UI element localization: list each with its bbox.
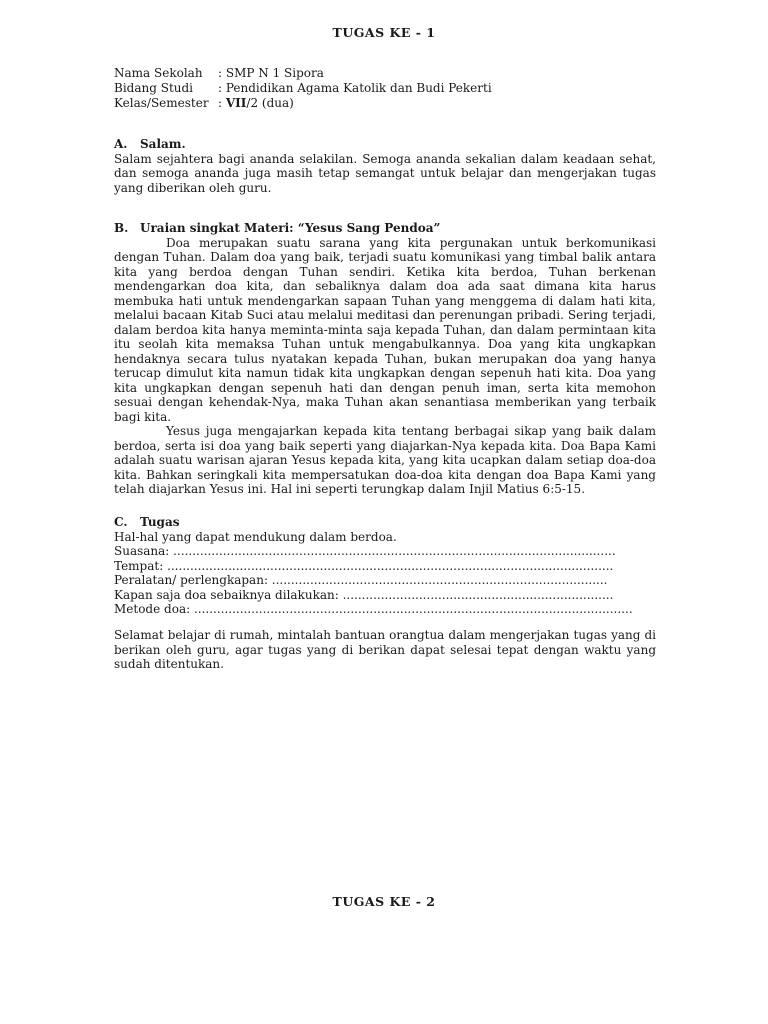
task-item-kapan: Kapan saja doa sebaiknya dilakukan: ....................................................................... <box>114 587 614 602</box>
identity-block <box>114 66 656 111</box>
section-b-number: B. <box>114 221 129 235</box>
material-paragraph-1: Doa merupakan suatu sarana yang kita pergunakan untuk berkomunikasi dengan Tuhan. Dalam doa yang baik, terjadi suatu komunikasi yang timbal balik antara kita yang berdoa dengan Tuhan sendiri. Ketika kita berdoa, Tuhan berkenan mendengarkan doa kita, dan sebaliknya dalam doa ada saat dimana kita harus membuka hati untuk mendengarkan sapaan Tuhan yang menggema di dalam hati kita, melalui bacaan Kitab Suci atau melalui meditasi dan perenungan pribadi. Sering terjadi, dalam berdoa kita hanya meminta-minta saja kepada Tuhan, dan dalam permintaan kita itu seolah kita memaksa Tuhan untuk mengabulkannya. Doa yang kita ungkapkan hendaknya secara tulus nyatakan kepada Tuhan, bukan merupakan doa yang hanya terucap dimulut kita namun tidak kita ungkapkan dengan sepenuh hati kita. Doa yang kita ungkapkan dengan sepenuh hati dan dengan penuh iman, serta kita memohon sesuai dengan kehendak-Nya, maka Tuhan akan senantiasa memberikan yang terbaik bagi kita. <box>114 235 656 424</box>
section-c-title: Tugas <box>140 515 180 529</box>
page-title: TUGAS KE - 1 <box>332 25 436 40</box>
section-c-heading <box>114 515 656 530</box>
task-item-metode: Metode doa: ................................................................................................................... <box>114 602 633 616</box>
section-c-number: C. <box>114 515 128 529</box>
next-page-title: TUGAS KE - 2 <box>332 894 436 909</box>
class-value <box>218 96 294 111</box>
section-c <box>114 515 656 617</box>
task-item-suasana: Suasana: .................................................................................................................... <box>114 544 616 558</box>
class-prefix: : <box>218 96 226 110</box>
greeting-paragraph: Salam sejahtera bagi ananda selakilan. Semoga ananda sekalian dalam keadaan sehat, dan semoga ananda juga masih tetap semangat untuk belajar dan mengerjakan tugas yang diberikan oleh guru. <box>114 151 656 195</box>
section-a-number: A. <box>114 137 128 151</box>
section-b-heading <box>114 221 656 236</box>
material-paragraph-2: Yesus juga mengajarkan kepada kita tentang berbagai sikap yang baik dalam berdoa, serta isi doa yang baik seperti yang diajarkan-Nya kepada kita. Doa Bapa Kami adalah suatu warisan ajaran Yesus kepada kita, yang kita ucapkan dalam setiap doa-doa kita. Bahkan seringkali kita mempersatukan doa-doa kita dengan doa Bapa Kami yang telah diajarkan Yesus ini. Hal ini seperti terungkap dalam Injil Matius 6:5-15. <box>114 424 656 496</box>
section-a-title: Salam. <box>140 137 186 151</box>
section-b-title: Uraian singkat Materi: “Yesus Sang Pendoa” <box>140 221 441 235</box>
class-label: Kelas/Semester <box>114 96 209 110</box>
task-item-peralatan: Peralatan/ perlengkapan: ........................................................................................ <box>114 573 608 587</box>
class-row <box>114 96 656 111</box>
class-semester: /2 (dua) <box>246 96 294 110</box>
school-row <box>114 66 656 81</box>
subject-row <box>114 81 656 96</box>
task-intro: Hal-hal yang dapat mendukung dalam berdoa. <box>114 529 397 544</box>
school-value: : SMP N 1 Sipora <box>218 66 324 80</box>
subject-label: Bidang Studi <box>114 81 194 95</box>
section-b <box>114 221 656 497</box>
school-label: Nama Sekolah <box>114 66 203 80</box>
section-a <box>114 137 656 195</box>
closing-paragraph: Selamat belajar di rumah, mintalah bantuan orangtua dalam mengerjakan tugas yang di berikan oleh guru, agar tugas yang di berikan dapat selesai tepat dengan waktu yang sudah ditentukan. <box>114 628 656 671</box>
subject-value: : Pendidikan Agama Katolik dan Budi Pekerti <box>218 81 492 95</box>
task-item-tempat: Tempat: ..................................................................................................................... <box>114 558 614 573</box>
section-a-heading <box>114 137 656 152</box>
class-grade: VII <box>225 96 247 110</box>
